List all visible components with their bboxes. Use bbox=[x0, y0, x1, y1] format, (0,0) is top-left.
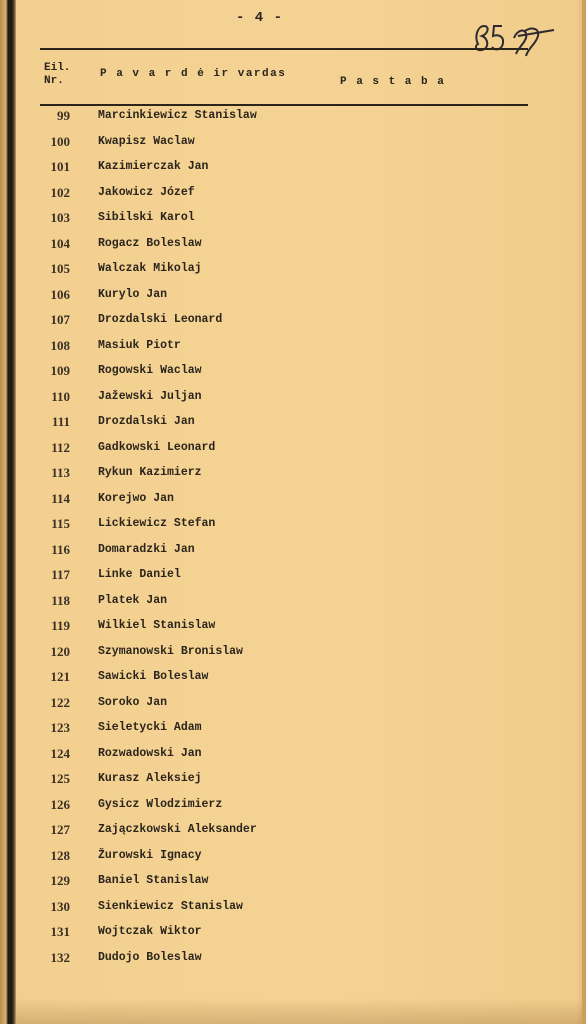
row-number: 100 bbox=[50, 133, 70, 149]
row-number: 128 bbox=[50, 847, 70, 863]
table-row bbox=[16, 847, 556, 873]
row-number: 99 bbox=[57, 108, 70, 123]
table-row bbox=[16, 694, 556, 720]
row-full-name: Sawicki Boleslaw bbox=[98, 670, 209, 683]
scan-binding-edge bbox=[0, 0, 16, 1024]
row-full-name: Baniel Stanislaw bbox=[98, 874, 209, 887]
column-header-name: P a v a r d ė ir vardas bbox=[100, 68, 287, 80]
table-row bbox=[16, 337, 556, 363]
table-row bbox=[16, 184, 556, 210]
row-number: 125 bbox=[50, 771, 70, 786]
header-bottom-rule bbox=[40, 104, 528, 106]
row-full-name: Kurylo Jan bbox=[98, 287, 168, 301]
page-bottom-shadow bbox=[16, 998, 582, 1024]
table-row bbox=[16, 745, 556, 771]
table-row bbox=[16, 235, 556, 261]
row-full-name: Kurasz Aleksiej bbox=[98, 772, 202, 785]
row-number: 122 bbox=[50, 694, 70, 710]
row-full-name: Marcinkiewicz Stanislaw bbox=[98, 109, 257, 122]
row-number: 107 bbox=[50, 312, 70, 327]
row-number: 103 bbox=[50, 210, 70, 225]
row-number: 127 bbox=[50, 822, 70, 837]
row-number: 106 bbox=[50, 286, 70, 302]
row-number: 130 bbox=[50, 898, 70, 914]
row-number: 113 bbox=[51, 465, 70, 480]
table-row bbox=[16, 362, 556, 388]
row-full-name: Drozdalski Leonard bbox=[98, 313, 223, 326]
table-row bbox=[16, 617, 556, 643]
row-full-name: Rogowski Waclaw bbox=[98, 364, 202, 377]
table-row bbox=[16, 898, 556, 924]
table-row bbox=[16, 311, 556, 337]
row-full-name: Korejwo Jan bbox=[98, 491, 174, 505]
row-full-name: Linke Daniel bbox=[98, 568, 181, 581]
table-row bbox=[16, 949, 556, 975]
table-row bbox=[16, 566, 556, 592]
row-full-name: Rogacz Boleslaw bbox=[98, 236, 202, 250]
table-row bbox=[16, 770, 556, 796]
row-full-name: Masiuk Piotr bbox=[98, 338, 181, 352]
table-row bbox=[16, 796, 556, 822]
row-number: 121 bbox=[50, 669, 70, 684]
document-page bbox=[16, 0, 582, 1024]
column-header-number-line1: Eil. bbox=[44, 62, 71, 74]
handwritten-folio-number bbox=[468, 14, 558, 58]
row-full-name: Gadkowski Leonard bbox=[98, 440, 216, 454]
row-number: 102 bbox=[50, 184, 70, 200]
row-full-name: Žurowski Ignacy bbox=[98, 848, 202, 862]
row-number: 109 bbox=[50, 363, 70, 378]
row-full-name: Lickiewicz Stefan bbox=[98, 517, 216, 530]
table-row bbox=[16, 821, 556, 847]
column-header-note: P a s t a b a bbox=[340, 76, 446, 88]
row-full-name: Sieletycki Adam bbox=[98, 721, 202, 734]
row-full-name: Soroko Jan bbox=[98, 695, 168, 709]
row-number: 132 bbox=[50, 949, 70, 965]
row-number: 114 bbox=[51, 490, 70, 506]
column-header-number bbox=[44, 62, 84, 88]
row-number: 119 bbox=[51, 618, 70, 633]
table-row bbox=[16, 515, 556, 541]
row-full-name: Rozwadowski Jan bbox=[98, 746, 202, 760]
row-full-name: Domaradzki Jan bbox=[98, 542, 195, 556]
column-header-number-line2: Nr. bbox=[44, 75, 64, 87]
table-row bbox=[16, 464, 556, 490]
row-full-name: Drozdalski Jan bbox=[98, 415, 195, 428]
row-full-name: Zajączkowski Aleksander bbox=[98, 823, 257, 836]
table-row bbox=[16, 286, 556, 312]
row-full-name: Jakowicz Józef bbox=[98, 185, 195, 199]
table-row bbox=[16, 107, 556, 133]
table-row bbox=[16, 388, 556, 414]
row-number: 126 bbox=[50, 796, 70, 812]
row-full-name: Kazimierczak Jan bbox=[98, 160, 209, 173]
table-row bbox=[16, 133, 556, 159]
row-number: 112 bbox=[51, 439, 70, 455]
row-number: 131 bbox=[50, 924, 70, 939]
row-full-name: Szymanowski Bronislaw bbox=[98, 644, 243, 658]
row-full-name: Gysicz Wlodzimierz bbox=[98, 797, 223, 811]
row-number: 118 bbox=[51, 592, 70, 608]
page-number: - 4 - bbox=[236, 10, 284, 26]
row-number: 108 bbox=[50, 337, 70, 353]
table-row bbox=[16, 643, 556, 669]
row-full-name: Jažewski Juljan bbox=[98, 389, 202, 403]
table-row bbox=[16, 541, 556, 567]
row-number: 104 bbox=[50, 235, 70, 251]
row-full-name: Kwapisz Waclaw bbox=[98, 134, 195, 148]
row-number: 111 bbox=[51, 414, 70, 429]
row-number: 123 bbox=[50, 720, 70, 735]
row-full-name: Rykun Kazimierz bbox=[98, 466, 202, 479]
table-row bbox=[16, 592, 556, 618]
name-list bbox=[16, 107, 556, 974]
table-row bbox=[16, 260, 556, 286]
header-top-rule bbox=[40, 48, 528, 50]
row-number: 115 bbox=[51, 516, 70, 531]
row-full-name: Sienkiewicz Stanislaw bbox=[98, 899, 243, 913]
table-row bbox=[16, 209, 556, 235]
table-row bbox=[16, 413, 556, 439]
table-row bbox=[16, 158, 556, 184]
table-row bbox=[16, 439, 556, 465]
row-number: 110 bbox=[51, 388, 70, 404]
row-number: 120 bbox=[50, 643, 70, 659]
row-full-name: Dudojo Boleslaw bbox=[98, 950, 202, 964]
table-row bbox=[16, 490, 556, 516]
row-full-name: Walczak Mikolaj bbox=[98, 262, 202, 275]
row-number: 105 bbox=[50, 261, 70, 276]
row-full-name: Wojtczak Wiktor bbox=[98, 925, 202, 938]
row-number: 116 bbox=[51, 541, 70, 557]
row-full-name: Wilkiel Stanislaw bbox=[98, 619, 216, 632]
row-number: 117 bbox=[51, 567, 70, 582]
row-full-name: Platek Jan bbox=[98, 593, 168, 607]
row-number: 124 bbox=[50, 745, 70, 761]
table-row bbox=[16, 719, 556, 745]
table-row bbox=[16, 923, 556, 949]
table-row bbox=[16, 872, 556, 898]
row-full-name: Sibilski Karol bbox=[98, 211, 195, 224]
row-number: 101 bbox=[50, 159, 70, 174]
row-number: 129 bbox=[50, 873, 70, 888]
table-row bbox=[16, 668, 556, 694]
